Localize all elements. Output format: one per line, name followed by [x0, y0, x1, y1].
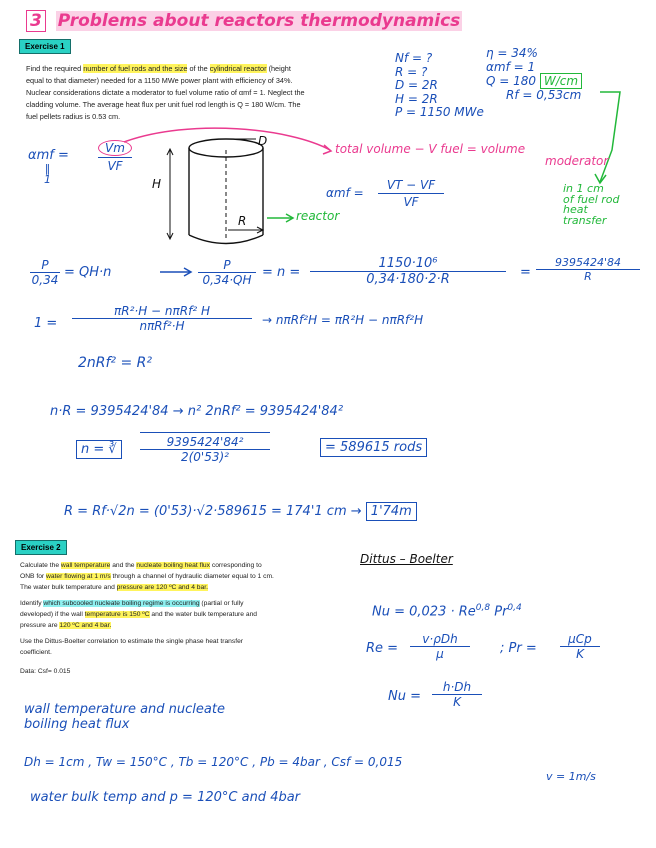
highlight: water flowing at 1 m/s	[46, 573, 111, 580]
eq-p-over-qh: P 0,34·QH	[198, 258, 256, 287]
cyl-label-d: D	[258, 134, 268, 148]
eq-rods: = 589615 rods	[320, 440, 427, 455]
task-note: wall temperature and nucleate boiling heat flux	[24, 702, 225, 732]
highlight: pressure are 120 ºC and 4 bar.	[116, 584, 208, 591]
exercise1-line: Nuclear considerations dictate a moderator to fuel volume ratio of αmf = 1. Neglect the	[26, 88, 305, 97]
ex2-velocity: v = 1m/s	[546, 770, 596, 783]
exercise2-p1-line: ONB for water flowing at 1 m/s through a channel of hydraulic diameter equal to 1 cm.	[20, 573, 274, 580]
given-left-item: D = 2R	[395, 78, 438, 92]
header-text: Problems about reactors thermodynamics	[57, 11, 461, 31]
exercise2-text	[20, 560, 360, 677]
vf-denominator: VF	[107, 159, 123, 173]
highlight: wall temperature	[60, 562, 111, 569]
ex2-givens: Dh = 1cm , Tw = 150°C , Tb = 120°C , Pb = 4bar , Csf = 0,015	[24, 755, 403, 769]
cyl-label-r: R	[238, 214, 247, 228]
eq-volume-rearranged: → nπRf²H = πR²H − nπRf²H	[262, 313, 424, 327]
given-left-item: Nf = ?	[395, 51, 433, 65]
vt-frac: VT − VF VF	[378, 178, 444, 209]
header-number: 3	[26, 10, 46, 32]
pr-def: ; Pr =	[500, 641, 537, 656]
exercise1-line: equal to that diameter) needed for a 1150 MWe power plant with efficiency of 34%.	[26, 76, 293, 85]
given-left-item: H = 2R	[395, 91, 438, 106]
exercise2-p1-line: Calculate the wall temperature and the nucleate boiling heat flux corresponding to	[20, 562, 262, 569]
re-frac: v·ρDh μ	[410, 632, 470, 661]
exercise2-p1-line: The water bulk temperature and pressure are 120 ºC and 4 bar.	[20, 584, 208, 591]
q-given: Q = 180 W/cm	[486, 74, 582, 88]
amf-equals-one: ‖ 1	[44, 162, 51, 186]
nu-def: Nu =	[388, 689, 421, 704]
exercise1-line: cladding volume. The average heat flux per unit fuel rod length is Q = 180 W/cm. The	[26, 100, 301, 109]
exercise1-label: Exercise 1	[19, 39, 71, 54]
reactor-label: reactor	[296, 209, 340, 223]
ex2-last-note: water bulk temp and p = 120°C and 4bar	[30, 790, 301, 805]
exercise2-p2-line: developed) if the wall temperature is 150 ºC and the water bulk temperature and	[20, 611, 258, 618]
eq-n-result: 9395424'84 R	[536, 256, 640, 283]
dittus-title: Dittus – Boelter	[360, 552, 453, 566]
eq-volume-frac: πR²·H − nπRf² H nπRf²·H	[72, 304, 252, 333]
re-def: Re =	[366, 641, 399, 656]
vm-numerator: Vm	[98, 140, 132, 156]
rf-given: Rf = 0,53cm	[506, 88, 582, 102]
total-volume-note: total volume − V fuel = volume moderator	[335, 142, 609, 168]
eq-p-over-eta: P 0,34	[31, 258, 59, 287]
amf-volume-eq: αmf =	[326, 186, 364, 200]
highlight: number of fuel rods and the size	[83, 64, 188, 73]
highlight: nucleate boiling heat flux	[136, 562, 210, 569]
q-unit-box: W/cm	[540, 73, 582, 89]
eq-2nrf2: 2nRf² = R²	[78, 355, 153, 371]
heat-transfer-note: in 1 cm of fuel rod heat transfer	[563, 182, 620, 227]
cyl-label-h: H	[152, 177, 162, 191]
eq-alpha-one: 1 =	[34, 316, 58, 331]
nu-correlation: Nu = 0,023 · Re$^{0,8}$ Pr$^{0,4}$	[372, 603, 522, 620]
pr-frac: μCp K	[560, 632, 600, 661]
exercise2-data: Data: Csf= 0.015	[20, 668, 71, 675]
exercise2-p3-line: coefficient.	[20, 649, 52, 656]
eq-equals3: =	[520, 265, 531, 280]
exercise2-label: Exercise 2	[15, 540, 67, 555]
eq-cube-frac: 9395424'84² 2(0'53)²	[140, 432, 270, 464]
amf-given: αmf = 1	[486, 60, 536, 74]
given-left-item: R = ?	[395, 64, 428, 79]
highlight: which subcooled nucleate boiling regime is occurring	[43, 600, 200, 607]
highlight: 120 ºC and 4 bar.	[59, 622, 112, 629]
eq-n-frac: 1150·10⁶ 0,34·180·2·R	[310, 256, 506, 287]
exercise1-line: Find the required number of fuel rods and the size of the cylindrical reactor (height	[26, 64, 291, 73]
amf-definition: αmf =	[28, 148, 69, 163]
eq-n-cube-root: n = ∛	[76, 440, 122, 459]
exercise2-p3-line: Use the Dittus-Boelter correlation to estimate the single phase heat transfer	[20, 638, 244, 645]
answer-box: 1'74m	[366, 502, 417, 521]
eq-qhn: = QH·n	[64, 265, 112, 280]
nu-frac: h·Dh K	[432, 680, 482, 709]
given-left-item: P = 1150 MWe	[395, 105, 484, 119]
eq-n-equals: = n =	[262, 265, 301, 280]
exercise2-p2-line: pressure are 120 ºC and 4 bar.	[20, 622, 112, 629]
exercise1-line: fuel pellets radius is 0.53 cm.	[26, 112, 121, 121]
eta-given: η = 34%	[486, 46, 538, 60]
eq-nr: n·R = 9395424'84 → n² 2nRf² = 9395424'84²	[50, 404, 344, 419]
exercise2-p2-line: Identify which subcooled nucleate boiling regime is occurring (partial or fully	[20, 600, 244, 607]
highlight: cylindrical reactor	[209, 64, 267, 73]
eq-r-final: R = Rf·√2n = (0'53)·√2·589615 = 174'1 cm → 1'74m	[64, 504, 417, 519]
highlight: temperature is 150 ºC	[84, 611, 150, 618]
